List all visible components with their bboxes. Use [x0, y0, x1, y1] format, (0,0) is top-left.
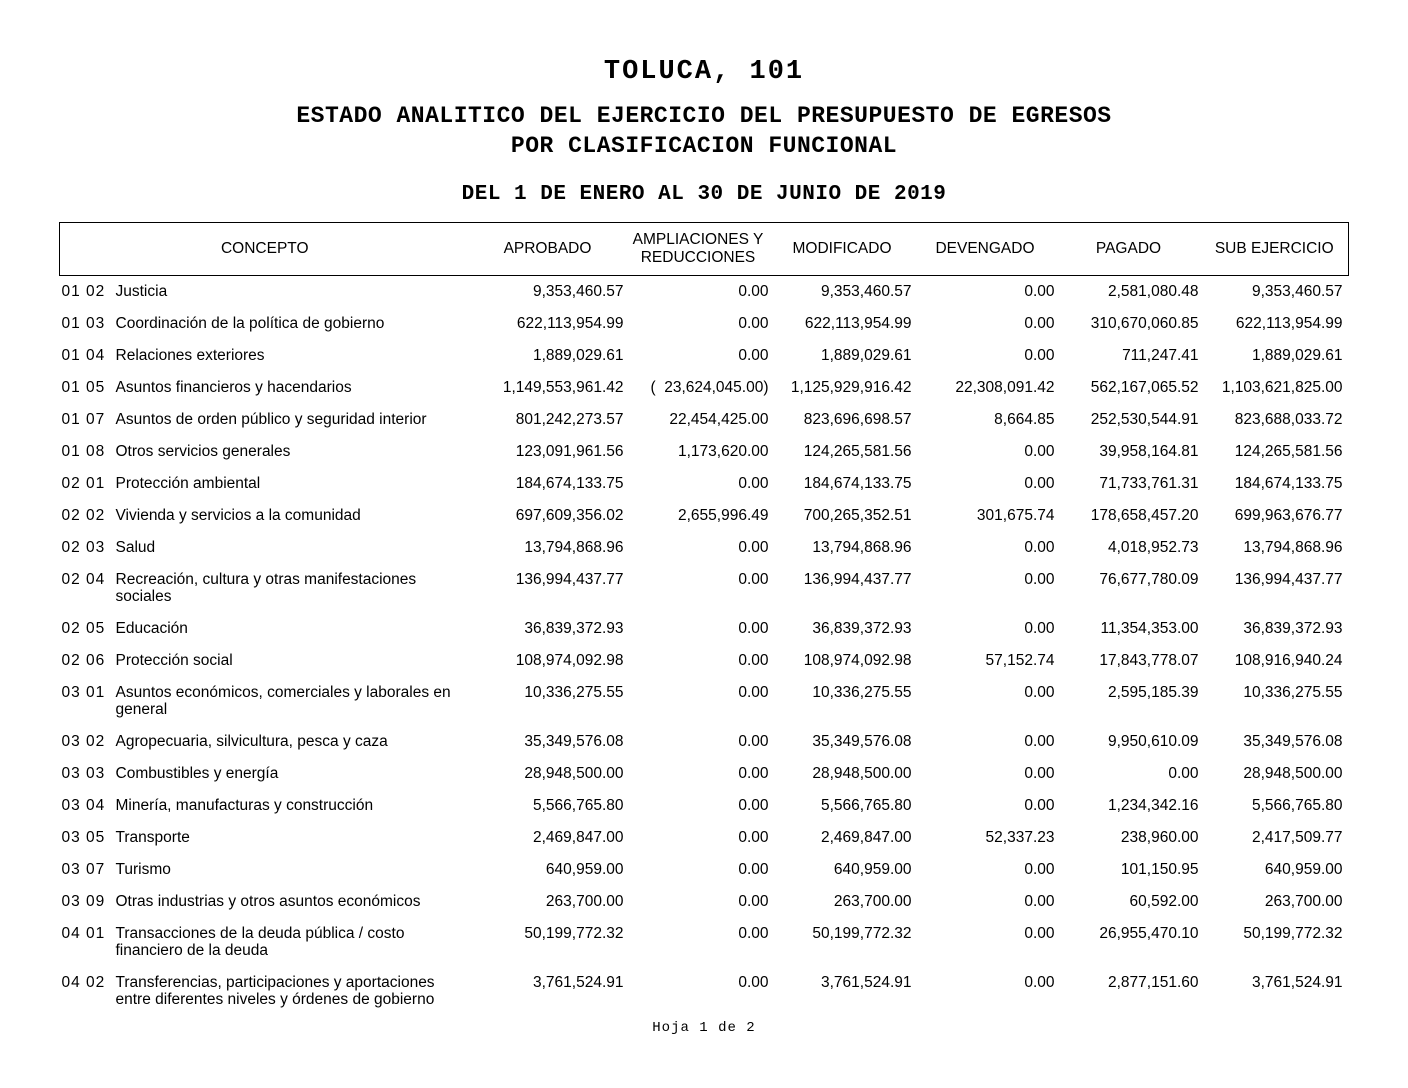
row-pagado: 26,955,470.10 [1099, 925, 1199, 942]
row-code: 01 07 [61, 411, 106, 428]
header-ampliaciones [626, 223, 771, 276]
row-ampliaciones: 0.00 [738, 925, 769, 942]
row-devengado: 0.00 [1024, 539, 1055, 556]
row-sub-ejercicio: 9,353,460.57 [1251, 283, 1343, 300]
row-code: 03 07 [61, 861, 106, 878]
row-code: 01 04 [61, 347, 106, 364]
table-row [60, 564, 1349, 613]
row-pagado: 101,150.95 [1120, 861, 1199, 878]
header-ampliaciones-line1: AMPLIACIONES Y [632, 231, 764, 248]
row-devengado: 301,675.74 [976, 507, 1055, 524]
header-concepto: CONCEPTO [220, 240, 309, 257]
row-devengado: 0.00 [1024, 765, 1055, 782]
row-pagado: 11,354,353.00 [1100, 620, 1199, 637]
row-ampliaciones: 0.00 [738, 652, 769, 669]
row-modificado: 622,113,954.99 [804, 315, 912, 332]
row-aprobado: 1,149,553,961.42 [502, 379, 624, 396]
page-footer: Hoja 1 de 2 [652, 1020, 756, 1036]
row-devengado: 0.00 [1024, 861, 1055, 878]
row-devengado: 0.00 [1024, 684, 1055, 701]
row-aprobado: 697,609,356.02 [515, 507, 624, 524]
row-modificado: 10,336,275.55 [812, 684, 912, 701]
row-modificado: 1,889,029.61 [820, 347, 912, 364]
row-ampliaciones: 0.00 [738, 283, 769, 300]
row-sub-ejercicio: 263,700.00 [1264, 893, 1343, 910]
row-code: 02 04 [61, 571, 106, 588]
row-code: 03 01 [61, 684, 106, 701]
report-period: DEL 1 DE ENERO AL 30 DE JUNIO DE 2019 [461, 183, 947, 206]
row-ampliaciones: 0.00 [738, 974, 769, 991]
table-row [60, 436, 1349, 468]
row-modificado: 3,761,524.91 [820, 974, 912, 991]
row-concepto: Protección ambiental [115, 475, 261, 492]
row-pagado: 4,018,952.73 [1107, 539, 1199, 556]
row-code: 03 02 [61, 733, 106, 750]
table-row [60, 276, 1349, 309]
row-aprobado: 108,974,092.98 [515, 652, 624, 669]
row-sub-ejercicio: 1,889,029.61 [1251, 347, 1343, 364]
row-code: 01 05 [61, 379, 106, 396]
row-aprobado: 2,469,847.00 [532, 829, 624, 846]
row-aprobado: 136,994,437.77 [515, 571, 624, 588]
row-modificado: 2,469,847.00 [820, 829, 912, 846]
row-aprobado: 50,199,772.32 [524, 925, 624, 942]
row-code: 02 03 [61, 539, 106, 556]
row-code: 03 03 [61, 765, 106, 782]
row-concepto: Combustibles y energía [115, 765, 279, 782]
row-concepto: Salud [115, 539, 156, 556]
row-sub-ejercicio: 28,948,500.00 [1243, 765, 1343, 782]
table-row [60, 758, 1349, 790]
report-title-line1: ESTADO ANALITICO DEL EJERCICIO DEL PRESUPUESTO DE EGRESOS [296, 103, 1112, 129]
table-body [60, 276, 1349, 1017]
row-code: 02 01 [61, 475, 106, 492]
row-pagado: 60,592.00 [1129, 893, 1199, 910]
row-modificado: 108,974,092.98 [803, 652, 912, 669]
row-aprobado: 263,700.00 [545, 893, 624, 910]
row-modificado: 263,700.00 [833, 893, 912, 910]
row-concepto: Asuntos de orden público y seguridad interior [115, 411, 427, 428]
row-code: 02 02 [61, 507, 106, 524]
row-concepto: Transferencias, participaciones y aportaciones entre diferentes niveles y órdenes de gobierno [115, 974, 435, 1008]
row-concepto: Minería, manufacturas y construcción [115, 797, 374, 814]
table-row [60, 918, 1349, 967]
row-modificado: 700,265,352.51 [803, 507, 912, 524]
row-concepto: Transacciones de la deuda pública / costo financiero de la deuda [115, 925, 405, 959]
row-modificado: 823,696,698.57 [803, 411, 912, 428]
row-code: 02 06 [61, 652, 106, 669]
row-pagado: 562,167,065.52 [1090, 379, 1199, 396]
table-header [60, 223, 1349, 276]
row-modificado: 640,959.00 [833, 861, 912, 878]
table-row [60, 372, 1349, 404]
row-aprobado: 3,761,524.91 [532, 974, 624, 991]
row-concepto: Protección social [115, 652, 233, 669]
row-concepto: Otros servicios generales [115, 443, 291, 460]
table-row [60, 854, 1349, 886]
row-pagado: 711,247.41 [1122, 347, 1199, 364]
report-title-line2: POR CLASIFICACION FUNCIONAL [510, 133, 898, 159]
table-row [60, 308, 1349, 340]
row-aprobado: 123,091,961.56 [515, 443, 624, 460]
row-concepto: Transporte [115, 829, 190, 846]
row-ampliaciones: 0.00 [738, 861, 769, 878]
budget-table [59, 222, 1349, 1016]
table-row [60, 967, 1349, 1016]
row-modificado: 1,125,929,916.42 [790, 379, 912, 396]
row-pagado: 238,960.00 [1120, 829, 1199, 846]
row-pagado: 2,877,151.60 [1107, 974, 1199, 991]
table-row [60, 404, 1349, 436]
row-modificado: 184,674,133.75 [803, 475, 912, 492]
row-modificado: 36,839,372.93 [812, 620, 912, 637]
table-row [60, 726, 1349, 758]
row-concepto: Otras industrias y otros asuntos económicos [115, 893, 421, 910]
table-row [60, 645, 1349, 677]
row-ampliaciones: 0.00 [738, 571, 769, 588]
header-devengado: DEVENGADO [935, 240, 1035, 257]
row-sub-ejercicio: 699,963,676.77 [1234, 507, 1343, 524]
row-code: 03 04 [61, 797, 106, 814]
row-modificado: 13,794,868.96 [812, 539, 912, 556]
document-header [0, 0, 1408, 207]
row-concepto: Justicia [115, 283, 168, 300]
row-sub-ejercicio: 136,994,437.77 [1234, 571, 1343, 588]
row-ampliaciones: 0.00 [738, 765, 769, 782]
row-devengado: 0.00 [1024, 974, 1055, 991]
row-sub-ejercicio: 3,761,524.91 [1251, 974, 1343, 991]
row-modificado: 5,566,765.80 [820, 797, 912, 814]
row-ampliaciones: 2,655,996.49 [677, 507, 769, 524]
table-row [60, 532, 1349, 564]
row-pagado: 310,670,060.85 [1090, 315, 1199, 332]
row-ampliaciones: 1,173,620.00 [677, 443, 769, 460]
row-pagado: 2,595,185.39 [1107, 684, 1199, 701]
row-aprobado: 28,948,500.00 [524, 765, 624, 782]
row-ampliaciones: 0.00 [738, 475, 769, 492]
table-row [60, 500, 1349, 532]
row-sub-ejercicio: 36,839,372.93 [1243, 620, 1343, 637]
row-modificado: 9,353,460.57 [820, 283, 912, 300]
row-sub-ejercicio: 124,265,581.56 [1234, 443, 1343, 460]
row-devengado: 52,337.23 [985, 829, 1055, 846]
row-concepto: Turismo [115, 861, 171, 878]
table-row [60, 468, 1349, 500]
row-devengado: 0.00 [1024, 797, 1055, 814]
row-devengado: 57,152.74 [985, 652, 1055, 669]
header-sub-ejercicio: SUB EJERCICIO [1214, 240, 1334, 257]
row-sub-ejercicio: 823,688,033.72 [1234, 411, 1343, 428]
row-ampliaciones: 0.00 [738, 829, 769, 846]
row-aprobado: 10,336,275.55 [524, 684, 624, 701]
row-sub-ejercicio: 5,566,765.80 [1251, 797, 1343, 814]
row-pagado: 178,658,457.20 [1090, 507, 1199, 524]
row-devengado: 0.00 [1024, 347, 1055, 364]
header-modificado: MODIFICADO [792, 240, 892, 257]
row-code: 01 03 [61, 315, 106, 332]
row-devengado: 0.00 [1024, 443, 1055, 460]
table-row [60, 613, 1349, 645]
row-code: 04 01 [61, 925, 106, 942]
row-code: 03 05 [61, 829, 106, 846]
row-ampliaciones: 0.00 [738, 797, 769, 814]
row-concepto: Educación [115, 620, 188, 637]
row-sub-ejercicio: 622,113,954.99 [1235, 315, 1343, 332]
row-sub-ejercicio: 10,336,275.55 [1243, 684, 1343, 701]
page-title: TOLUCA, 101 [603, 57, 805, 87]
table-row [60, 886, 1349, 918]
row-aprobado: 801,242,273.57 [515, 411, 624, 428]
row-ampliaciones: 0.00 [738, 347, 769, 364]
row-aprobado: 9,353,460.57 [532, 283, 624, 300]
row-code: 01 08 [61, 443, 106, 460]
row-concepto: Asuntos financieros y hacendarios [115, 379, 352, 396]
row-aprobado: 35,349,576.08 [524, 733, 624, 750]
row-devengado: 0.00 [1024, 620, 1055, 637]
row-sub-ejercicio: 13,794,868.96 [1243, 539, 1343, 556]
row-aprobado: 1,889,029.61 [532, 347, 624, 364]
row-devengado: 0.00 [1024, 893, 1055, 910]
row-sub-ejercicio: 1,103,621,825.00 [1221, 379, 1343, 396]
row-pagado: 2,581,080.48 [1107, 283, 1199, 300]
row-devengado: 0.00 [1024, 475, 1055, 492]
row-ampliaciones: 22,454,425.00 [669, 411, 769, 428]
row-devengado: 0.00 [1024, 925, 1055, 942]
row-pagado: 0.00 [1168, 765, 1199, 782]
row-aprobado: 36,839,372.93 [524, 620, 624, 637]
row-sub-ejercicio: 184,674,133.75 [1234, 475, 1343, 492]
row-pagado: 17,843,778.07 [1099, 652, 1199, 669]
row-code: 03 09 [61, 893, 106, 910]
row-ampliaciones: 0.00 [738, 315, 769, 332]
header-aprobado: APROBADO [503, 240, 592, 257]
row-modificado: 124,265,581.56 [803, 443, 912, 460]
row-concepto: Asuntos económicos, comerciales y laborales en general [115, 684, 451, 718]
row-devengado: 22,308,091.42 [955, 379, 1055, 396]
table-row [60, 790, 1349, 822]
row-aprobado: 184,674,133.75 [515, 475, 624, 492]
row-ampliaciones: ( 23,624,045.00) [650, 379, 769, 396]
row-modificado: 136,994,437.77 [803, 571, 912, 588]
row-pagado: 1,234,342.16 [1107, 797, 1199, 814]
row-sub-ejercicio: 640,959.00 [1264, 861, 1343, 878]
row-ampliaciones: 0.00 [738, 539, 769, 556]
row-ampliaciones: 0.00 [738, 733, 769, 750]
row-pagado: 9,950,610.09 [1107, 733, 1199, 750]
row-pagado: 71,733,761.31 [1099, 475, 1199, 492]
row-ampliaciones: 0.00 [738, 684, 769, 701]
row-code: 02 05 [61, 620, 106, 637]
row-concepto: Agropecuaria, silvicultura, pesca y caza [115, 733, 388, 750]
table-row [60, 822, 1349, 854]
row-modificado: 28,948,500.00 [812, 765, 912, 782]
row-aprobado: 640,959.00 [545, 861, 624, 878]
row-concepto: Recreación, cultura y otras manifestaciones sociales [115, 571, 417, 605]
row-aprobado: 5,566,765.80 [532, 797, 624, 814]
row-devengado: 8,664.85 [994, 411, 1055, 428]
row-ampliaciones: 0.00 [738, 893, 769, 910]
table-row [60, 340, 1349, 372]
row-code: 01 02 [61, 283, 106, 300]
table-header-row [60, 223, 1349, 276]
row-concepto: Coordinación de la política de gobierno [115, 315, 385, 332]
row-aprobado: 13,794,868.96 [524, 539, 624, 556]
row-devengado: 0.00 [1024, 315, 1055, 332]
row-pagado: 39,958,164.81 [1099, 443, 1199, 460]
row-concepto: Relaciones exteriores [115, 347, 265, 364]
row-sub-ejercicio: 50,199,772.32 [1243, 925, 1343, 942]
header-pagado: PAGADO [1095, 240, 1162, 257]
row-sub-ejercicio: 35,349,576.08 [1243, 733, 1343, 750]
row-sub-ejercicio: 108,916,940.24 [1234, 652, 1343, 669]
row-pagado: 252,530,544.91 [1090, 411, 1199, 428]
table-row [60, 677, 1349, 726]
row-modificado: 35,349,576.08 [812, 733, 912, 750]
row-devengado: 0.00 [1024, 571, 1055, 588]
row-concepto: Vivienda y servicios a la comunidad [115, 507, 361, 524]
row-devengado: 0.00 [1024, 283, 1055, 300]
row-devengado: 0.00 [1024, 733, 1055, 750]
row-modificado: 50,199,772.32 [812, 925, 912, 942]
row-aprobado: 622,113,954.99 [516, 315, 624, 332]
row-pagado: 76,677,780.09 [1099, 571, 1199, 588]
row-sub-ejercicio: 2,417,509.77 [1251, 829, 1343, 846]
row-code: 04 02 [61, 974, 106, 991]
header-ampliaciones-line2: REDUCCIONES [640, 249, 756, 266]
row-ampliaciones: 0.00 [738, 620, 769, 637]
